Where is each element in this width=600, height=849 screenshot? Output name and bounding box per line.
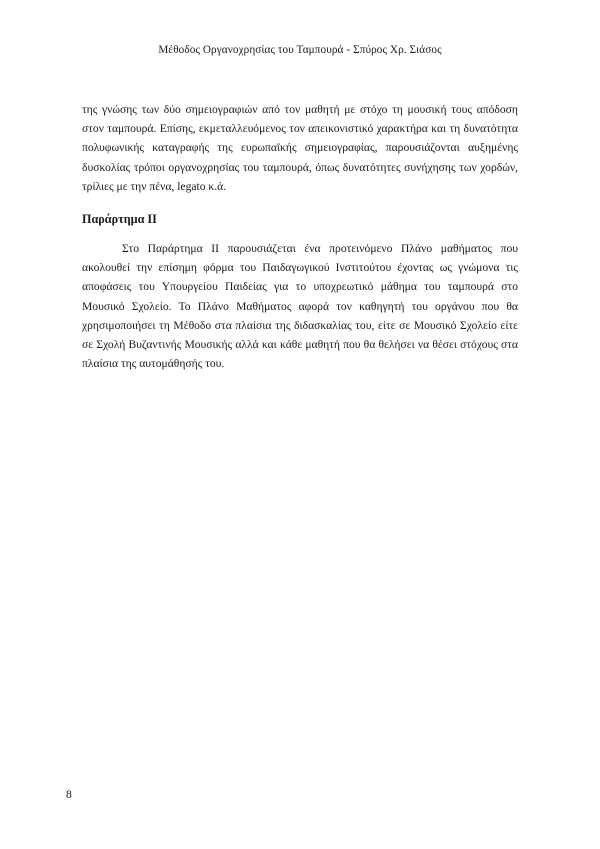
section-heading: Παράρτημα ΙΙ	[82, 212, 157, 226]
running-header: Μέθοδος Οργανοχρησίας του Ταμπουρά - Σπύρος Χρ. Σιάσος	[158, 44, 442, 56]
body-paragraph-appendix: Στο Παράρτημα ΙΙ παρουσιάζεται ένα προτεινόμενο Πλάνο μαθήματος που ακολουθεί την επίσημη φόρμα του Παιδαγωγικού Ινστιτούτου έχοντας ως γνώμονα τις αποφάσεις του Υπουργείου Παιδείας για το υποχρεωτικό μάθημα του ταμπουρά στο Μουσικό Σχολείο. Το Πλάνο Μαθήματος αφορά τον καθηγητή του οργάνου που θα χρησιμοποιήσει τη Μέθοδο στα πλαίσια της διδασκαλίας του, είτε σε Μουσικό Σχολείο είτε σε Σχολή Βυζαντινής Μουσικής αλλά και κάθε μαθητή που θα θελήσει να θέσει στόχους στα πλαίσια της αυτομάθησής του.	[82, 242, 518, 371]
body-paragraph-continued: της γνώσης των δύο σημειογραφιών από τον μαθητή με στόχο τη μουσική τους απόδοση στον ταμπουρά. Επίσης, εκμεταλλευόμενος τον απεικονιστικό χαρακτήρα και τη δυνατότητα πολυφωνικής καταγραφής της ευρωπαϊκής σημειογραφίας, παρουσιάζονται αυξημένης δυσκολίας τρόποι οργανοχρησίας του ταμπουρά, όπως δυνατότητες συνήχησης των χορδών, τρίλιες με την πένα, legato κ.ά.	[82, 103, 518, 193]
page-number: 8	[66, 788, 72, 801]
